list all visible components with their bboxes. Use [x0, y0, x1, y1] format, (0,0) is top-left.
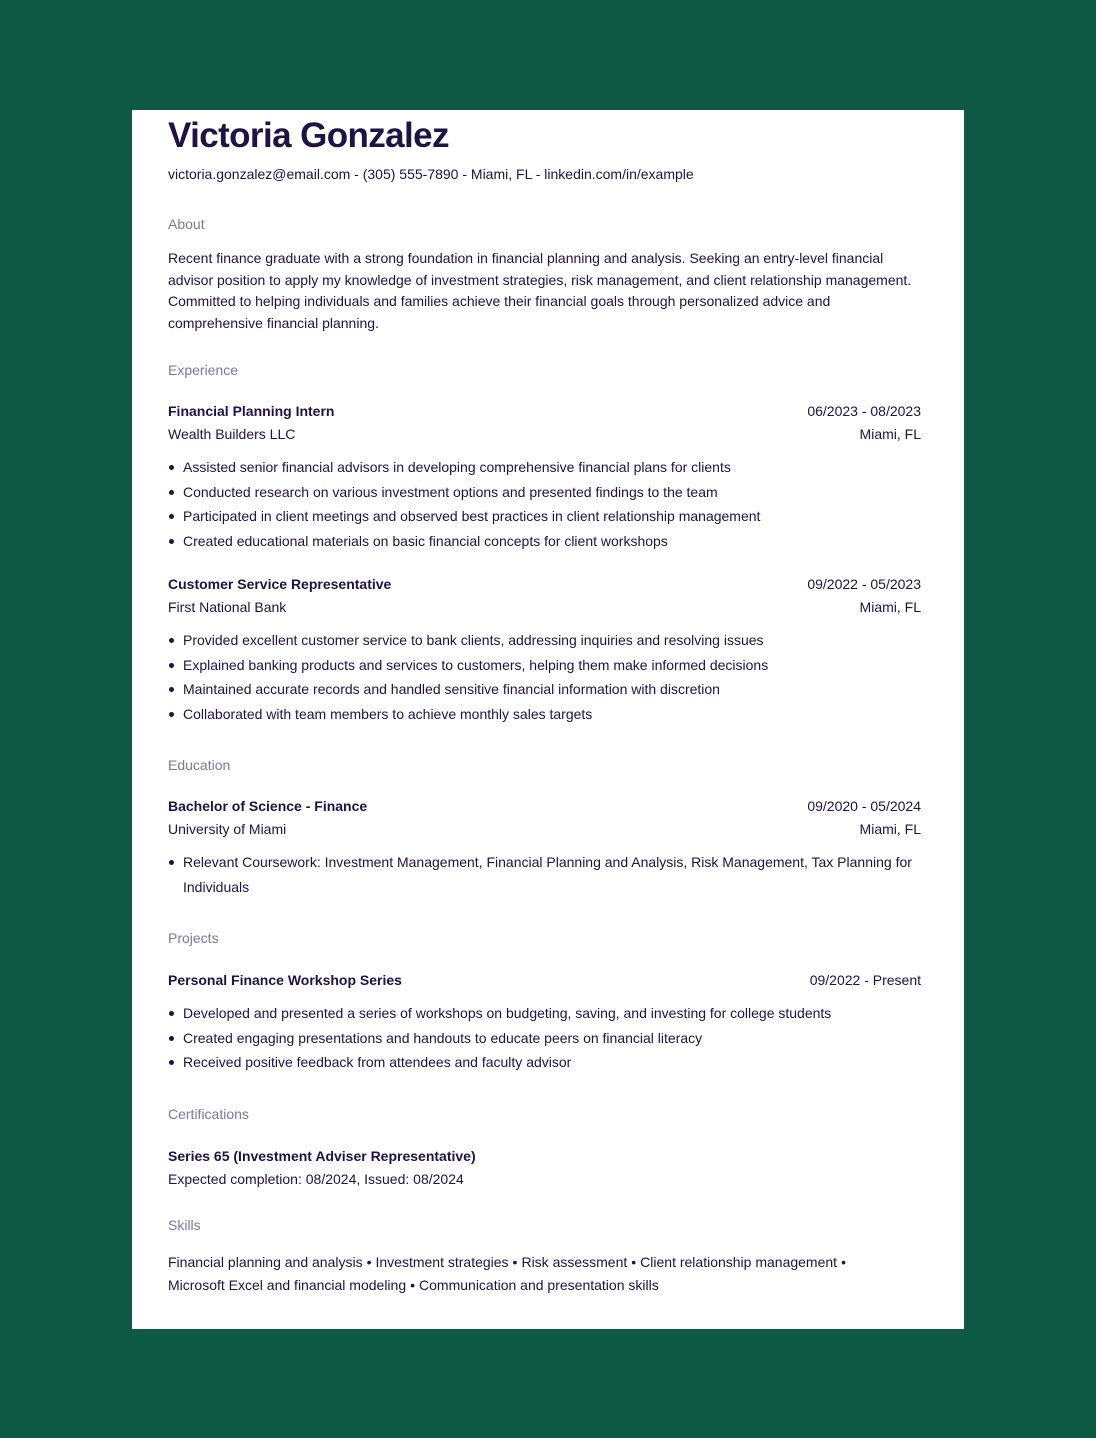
- project-entry: [168, 969, 921, 1075]
- company-name: Wealth Builders LLC: [168, 426, 296, 442]
- skill-separator: •: [410, 1277, 416, 1293]
- bullet-item: Collaborated with team members to achieve monthly sales targets: [183, 702, 921, 727]
- skill-item: Financial planning and analysis: [168, 1253, 363, 1270]
- resume-page: [132, 110, 964, 1329]
- job-dates: 09/2022 - 05/2023: [807, 576, 921, 592]
- skill-item: Risk assessment: [521, 1253, 628, 1270]
- skill-separator: •: [366, 1253, 372, 1270]
- job-title: Customer Service Representative: [168, 576, 392, 592]
- bullet-item: Assisted senior financial advisors in developing comprehensive financial plans for clients: [183, 455, 921, 480]
- job-bullets: [168, 628, 921, 726]
- section-title-experience: Experience: [168, 362, 239, 378]
- certification-entry: [168, 1145, 921, 1191]
- certification-name: Series 65 (Investment Adviser Representative): [168, 1147, 476, 1164]
- bullet-item: Participated in client meetings and observed best practices in client relationship management: [183, 504, 921, 529]
- skill-separator: •: [512, 1253, 518, 1270]
- project-bullets: [168, 1001, 921, 1075]
- degree-title: Bachelor of Science - Finance: [168, 798, 368, 814]
- experience-entry: [168, 400, 921, 553]
- contact-line: victoria.gonzalez@email.com - (305) 555-7890 - Miami, FL - linkedin.com/in/example: [168, 166, 694, 182]
- education-dates: 09/2020 - 05/2024: [807, 798, 921, 814]
- skill-item: Investment strategies: [375, 1253, 509, 1270]
- skill-item: Communication and presentation skills: [419, 1277, 659, 1293]
- project-dates: 09/2022 - Present: [809, 972, 921, 988]
- job-location: Miami, FL: [859, 599, 921, 615]
- job-bullets: [168, 455, 921, 553]
- certification-detail: Expected completion: 08/2024, Issued: 08/2024: [168, 1170, 464, 1187]
- skills-list: [168, 1251, 921, 1298]
- job-location: Miami, FL: [859, 426, 921, 442]
- section-title-certifications: Certifications: [168, 1105, 249, 1122]
- skill-item: Microsoft Excel and financial modeling: [168, 1277, 407, 1293]
- school-name: University of Miami: [168, 821, 287, 837]
- bullet-item: Created educational materials on basic financial concepts for client workshops: [183, 529, 921, 554]
- experience-entry: [168, 573, 921, 726]
- skill-separator: •: [841, 1253, 846, 1270]
- job-dates: 06/2023 - 08/2023: [807, 403, 921, 419]
- bullet-item: Received positive feedback from attendees and faculty advisor: [183, 1050, 921, 1075]
- company-name: First National Bank: [168, 599, 287, 615]
- candidate-name: Victoria Gonzalez: [168, 116, 449, 155]
- skill-separator: •: [631, 1253, 637, 1270]
- school-location: Miami, FL: [859, 821, 921, 837]
- education-entry: [168, 795, 921, 899]
- about-text: Recent finance graduate with a strong foundation in financial planning and analysis. Seeking an entry-level financial advisor position to apply my knowledge of investment strategies, risk management, and client relationship management. Committed to helping individuals and families achieve their financial goals through personalized advice and comprehensive financial planning.: [168, 250, 912, 331]
- bullet-item: Developed and presented a series of workshops on budgeting, saving, and investing for college students: [183, 1001, 921, 1026]
- bullet-item: Maintained accurate records and handled sensitive financial information with discretion: [183, 677, 921, 702]
- section-title-about: About: [168, 216, 205, 232]
- skill-item: Client relationship management: [640, 1253, 838, 1270]
- section-title-skills: Skills: [168, 1216, 201, 1233]
- job-title: Financial Planning Intern: [168, 403, 335, 419]
- section-title-education: Education: [168, 757, 231, 773]
- bullet-item: Provided excellent customer service to bank clients, addressing inquiries and resolving issues: [183, 628, 921, 653]
- education-bullets: [168, 850, 921, 899]
- project-name: Personal Finance Workshop Series: [168, 972, 402, 988]
- bullet-item: Relevant Coursework: Investment Management, Financial Planning and Analysis, Risk Management, Tax Planning for Individuals: [183, 850, 921, 899]
- section-title-projects: Projects: [168, 930, 219, 946]
- bullet-item: Created engaging presentations and handouts to educate peers on financial literacy: [183, 1026, 921, 1051]
- bullet-item: Explained banking products and services to customers, helping them make informed decisions: [183, 653, 921, 678]
- bullet-item: Conducted research on various investment options and presented findings to the team: [183, 480, 921, 505]
